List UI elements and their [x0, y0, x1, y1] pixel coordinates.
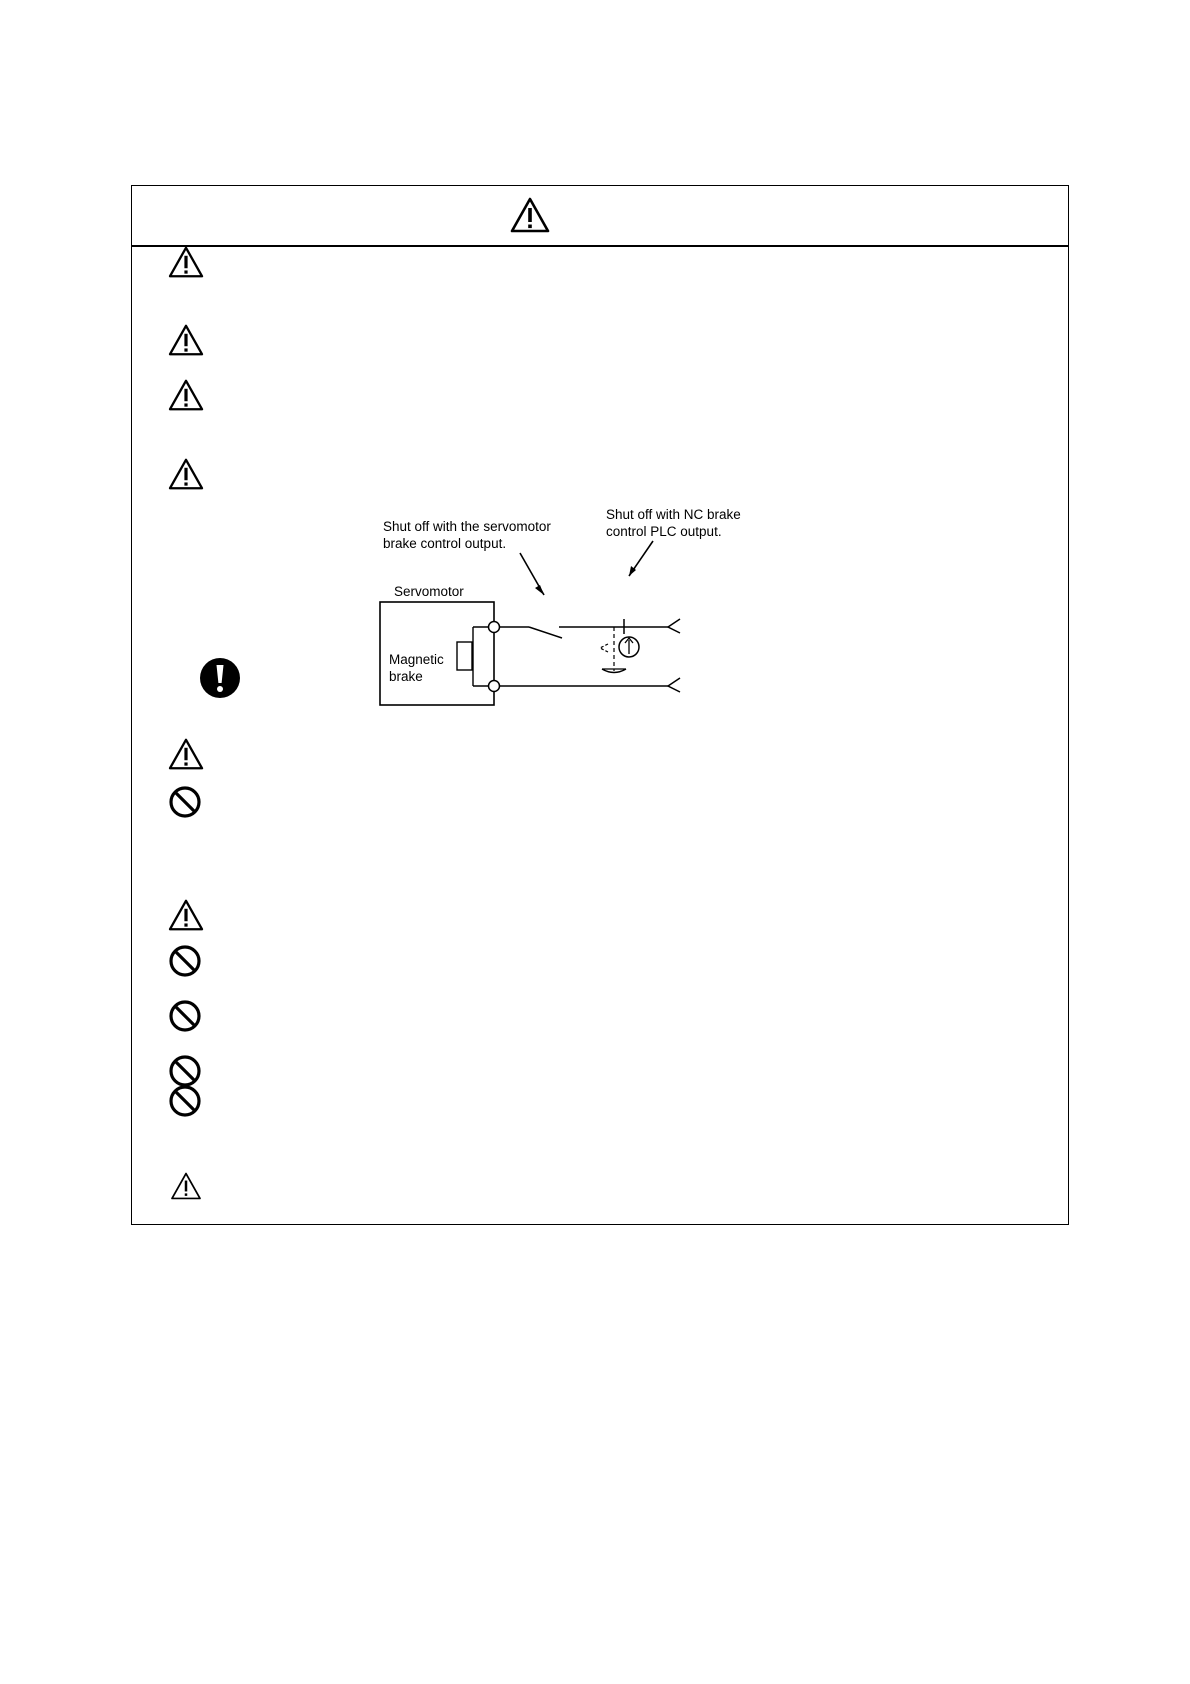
- caution-triangle-icon: [168, 379, 206, 417]
- caution-triangle-icon: [168, 324, 206, 362]
- caution-triangle-icon: [168, 738, 206, 776]
- prohibited-icon: [168, 1084, 206, 1122]
- caution-box: [131, 185, 1069, 1225]
- prohibited-icon: [168, 785, 206, 823]
- servo-brake-label: Shut off with the servomotor brake control output.: [383, 519, 551, 551]
- caution-triangle-icon: [510, 197, 550, 238]
- prohibited-icon: [168, 944, 206, 982]
- caution-triangle-icon: [168, 899, 206, 937]
- mandatory-exclamation-icon: [199, 657, 241, 704]
- caution-triangle-icon: [168, 246, 206, 284]
- circuit-drawing: [192, 506, 712, 736]
- magnetic-brake-label: Magnetic brake: [389, 652, 444, 684]
- caution-triangle-icon: [170, 1172, 208, 1210]
- caution-header: [132, 186, 1068, 247]
- caution-triangle-icon: [168, 458, 206, 496]
- nc-brake-label: Shut off with NC brake control PLC output.: [606, 507, 741, 539]
- servomotor-label: Servomotor: [394, 584, 464, 599]
- prohibited-icon: [168, 999, 206, 1037]
- brake-wiring-diagram: [192, 506, 741, 736]
